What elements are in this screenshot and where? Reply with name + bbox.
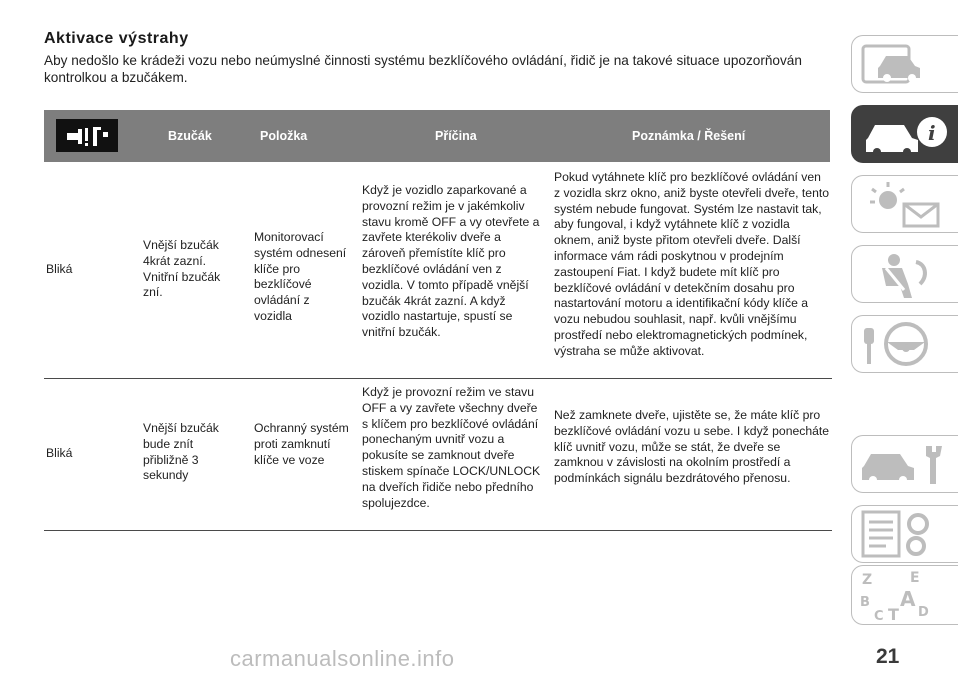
svg-text:D: D bbox=[918, 605, 929, 620]
header-note: Poznámka / Řešení bbox=[632, 129, 746, 143]
car-info-icon bbox=[860, 110, 950, 160]
header-buzzer: Bzučák bbox=[168, 129, 212, 143]
tab-car-wrench[interactable] bbox=[851, 435, 958, 493]
row2-buzzer: Bliká bbox=[46, 446, 73, 460]
steering-key-icon bbox=[860, 320, 950, 370]
svg-text:T: T bbox=[888, 605, 899, 622]
tab-car-info[interactable] bbox=[851, 105, 958, 163]
tab-alphabet-index[interactable] bbox=[851, 565, 958, 625]
table-header bbox=[44, 110, 830, 162]
svg-text:A: A bbox=[900, 587, 916, 611]
row1-note: Pokud vytáhnete klíč pro bezklíčové ovládání ven z vozidla skrz okno, aniž byste otevřeli dveře, tento systém nebude fungovat. Systém lze nastavit tak, aby fungoval, i když vytáhnete klíč z vozidla oknem, aniž byste přitom otevřeli dveře. Další informace vám rádi poskytnou v prodejním zastoupení Fiat. I když budete mít klíč pro bezklíčové ovládání v detekčním dosahu pro nastartování motoru a identifikační kódy klíče a vozu nebudou souhlasit, např. kvůli vnějšímu prostředí nebo elektromagnetických podmínek, výstraha se může aktivovat. bbox=[554, 170, 830, 358]
watermark: carmanualsonline.info bbox=[230, 646, 455, 671]
tab-warning-lights[interactable] bbox=[851, 175, 958, 233]
row2-system: Ochranný systém proti zamknutí klíče ve voze bbox=[254, 421, 349, 467]
row1-item: Vnější bzučák 4krát zazní. Vnitřní bzučák zní. bbox=[143, 238, 221, 300]
section-intro: Aby nedošlo ke krádeži vozu nebo neúmyslné činnosti systému bezklíčového ovládání, řidič je na takové situace upozorňován kontrolkou a bzučákem. bbox=[44, 53, 802, 85]
seatbelt-airbag-icon bbox=[860, 250, 950, 300]
header-cause: Příčina bbox=[435, 129, 477, 143]
row1-cause: Když je vozidlo zaparkované a provozní režim je v jakémkoliv stavu kromě OFF a vy otevřete a zavřete kterékoliv dveře a zároveň přemístíte klíč pro bezklíčové ovládání ven z vozidla. V tomto případě vnější bzučák 4krát zazní. A když vozidlo nastartuje, spustí se vnitřní bzučák. bbox=[362, 183, 540, 340]
section-title: Aktivace výstrahy bbox=[44, 30, 189, 47]
warning-lights-icon bbox=[860, 180, 950, 230]
svg-text:B: B bbox=[860, 595, 870, 610]
page-number: 21 bbox=[876, 645, 900, 668]
header-item: Položka bbox=[260, 129, 308, 143]
row2-cause: Když je provozní režim ve stavu OFF a vy zavřete všechny dveře s klíčem pro bezklíčové ovládání ponechaným uvnitř vozu a pokusíte se zamknout dveře stiskem spínače LOCK/UNLOCK na dveřích řidiče nebo předního spolujezdce. bbox=[362, 385, 541, 510]
tab-specs-gears[interactable] bbox=[851, 505, 958, 563]
svg-text:E: E bbox=[910, 570, 920, 586]
row1-buzzer: Bliká bbox=[46, 262, 73, 276]
row-divider bbox=[44, 378, 832, 379]
tab-seatbelt-airbag[interactable] bbox=[851, 245, 958, 303]
specs-gears-icon bbox=[860, 510, 950, 560]
row2-item: Vnější bzučák bude znít přibližně 3 sekundy bbox=[143, 421, 219, 483]
key-warning-icon bbox=[56, 119, 118, 152]
row1-system: Monitorovací systém odnesení klíče pro bezklíčové ovládání z vozidla bbox=[254, 230, 347, 323]
table-bottom-line bbox=[44, 530, 832, 531]
car-wrench-icon bbox=[860, 440, 950, 490]
tab-car-dashboard[interactable] bbox=[851, 35, 958, 93]
svg-text:Z: Z bbox=[862, 572, 873, 588]
row2-note: Než zamknete dveře, ujistěte se, že máte klíč pro bezklíčové ovládání vozu u sebe. I když ponecháte klíč uvnitř vozu, může se stát, že dveře se zamknou v závislosti na okolním prostředí a podmínkách signálu bezdrátového přenosu. bbox=[554, 408, 830, 486]
car-dashboard-icon bbox=[860, 40, 950, 90]
svg-text:C: C bbox=[874, 609, 884, 622]
svg-text:i: i bbox=[928, 121, 936, 145]
tab-steering-key[interactable] bbox=[851, 315, 958, 373]
alphabet-index-icon bbox=[860, 570, 950, 622]
